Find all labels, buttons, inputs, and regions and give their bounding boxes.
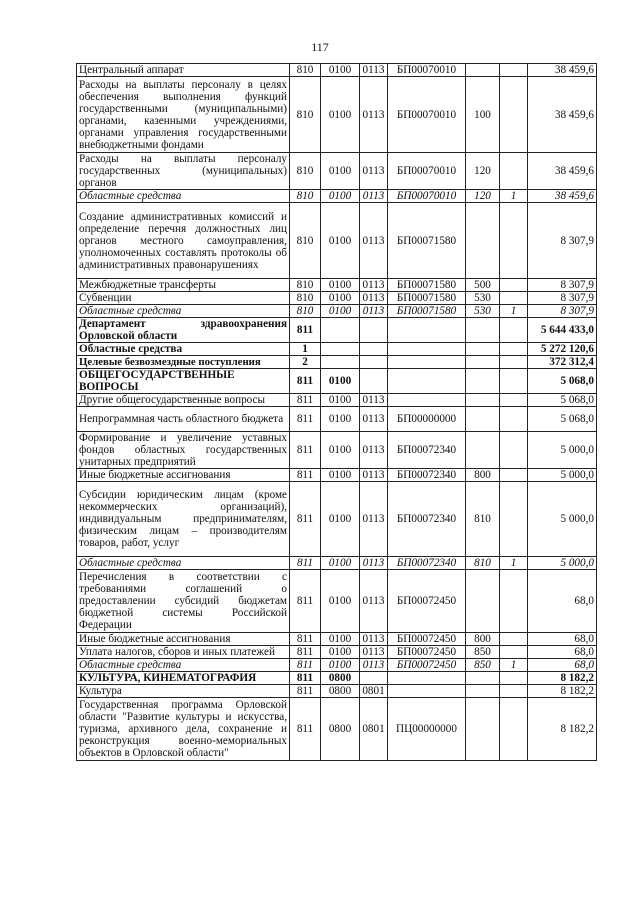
cell-name: Другие общегосударственные вопросы [77,394,290,407]
cell-grbs: 810 [290,279,321,292]
cell-grbs: 811 [290,469,321,482]
cell-funding-source: 1 [500,190,528,203]
cell-amount: 68,0 [528,570,597,633]
cell-section: 0100 [321,77,360,153]
cell-amount: 8 307,9 [528,305,597,318]
cell-amount: 5 272 120,6 [528,343,597,356]
cell-subsection: 0113 [360,203,388,279]
cell-expense-type: 850 [466,659,500,672]
cell-subsection: 0113 [360,190,388,203]
cell-section: 0100 [321,633,360,646]
cell-grbs: 811 [290,407,321,432]
cell-name: Центральный аппарат [77,64,290,77]
cell-target-article: БП00070010 [388,190,466,203]
cell-funding-source [500,469,528,482]
table-row [77,633,597,646]
cell-subsection [360,672,388,685]
cell-funding-source [500,77,528,153]
cell-section: 0100 [321,394,360,407]
table-row [77,672,597,685]
cell-expense-type [466,318,500,343]
cell-section: 0100 [321,64,360,77]
cell-subsection: 0113 [360,570,388,633]
cell-subsection: 0113 [360,64,388,77]
cell-subsection: 0113 [360,659,388,672]
cell-expense-type [466,356,500,369]
table-row [77,64,597,77]
cell-section: 0800 [321,685,360,698]
cell-funding-source [500,685,528,698]
cell-target-article [388,394,466,407]
cell-funding-source [500,343,528,356]
cell-expense-type: 850 [466,646,500,659]
cell-funding-source [500,633,528,646]
cell-grbs: 811 [290,570,321,633]
cell-target-article: БП00000000 [388,407,466,432]
cell-expense-type [466,394,500,407]
cell-grbs: 2 [290,356,321,369]
table-row [77,407,597,432]
cell-funding-source [500,672,528,685]
cell-expense-type: 500 [466,279,500,292]
cell-section: 0100 [321,557,360,570]
cell-name: Областные средства [77,305,290,318]
cell-amount: 8 307,9 [528,279,597,292]
cell-grbs: 811 [290,659,321,672]
cell-subsection: 0113 [360,279,388,292]
cell-name: Культура [77,685,290,698]
cell-grbs: 811 [290,672,321,685]
cell-target-article: БП00070010 [388,77,466,153]
cell-name: Уплата налогов, сборов и иных платежей [77,646,290,659]
cell-name: Областные средства [77,343,290,356]
cell-target-article [388,343,466,356]
cell-target-article: БП00072450 [388,659,466,672]
cell-expense-type [466,698,500,761]
cell-amount: 38 459,6 [528,190,597,203]
cell-amount: 5 068,0 [528,369,597,394]
cell-target-article: БП00072340 [388,482,466,557]
cell-grbs: 811 [290,685,321,698]
table-row [77,77,597,153]
cell-section: 0800 [321,698,360,761]
table-row [77,305,597,318]
cell-grbs: 810 [290,305,321,318]
table-row [77,356,597,369]
cell-section [321,318,360,343]
cell-target-article [388,369,466,394]
cell-expense-type: 800 [466,469,500,482]
cell-amount: 8 182,2 [528,672,597,685]
cell-funding-source [500,570,528,633]
cell-name: Целевые безвозмездные поступления [77,356,290,369]
cell-expense-type: 530 [466,305,500,318]
cell-expense-type [466,369,500,394]
cell-section: 0100 [321,469,360,482]
cell-grbs: 811 [290,557,321,570]
cell-funding-source [500,318,528,343]
table-row [77,659,597,672]
cell-subsection [360,369,388,394]
cell-expense-type [466,343,500,356]
table-row [77,190,597,203]
cell-funding-source [500,698,528,761]
cell-amount: 5 068,0 [528,394,597,407]
cell-expense-type: 100 [466,77,500,153]
cell-section: 0100 [321,292,360,305]
table-row [77,318,597,343]
cell-funding-source: 1 [500,305,528,318]
cell-grbs: 810 [290,77,321,153]
cell-expense-type [466,407,500,432]
cell-expense-type [466,64,500,77]
cell-amount: 5 000,0 [528,557,597,570]
table-row [77,469,597,482]
cell-funding-source: 1 [500,557,528,570]
cell-amount: 68,0 [528,646,597,659]
table-row [77,203,597,279]
cell-amount: 5 068,0 [528,407,597,432]
cell-grbs: 811 [290,646,321,659]
cell-name: Областные средства [77,659,290,672]
cell-amount: 38 459,6 [528,77,597,153]
table-row [77,432,597,469]
cell-name: ОБЩЕГОСУДАРСТВЕННЫЕ ВОПРОСЫ [77,369,290,394]
cell-subsection: 0801 [360,685,388,698]
cell-target-article: БП00072340 [388,557,466,570]
table-row [77,279,597,292]
cell-section: 0100 [321,305,360,318]
cell-funding-source [500,356,528,369]
cell-funding-source [500,407,528,432]
cell-subsection: 0113 [360,305,388,318]
cell-grbs: 810 [290,292,321,305]
cell-expense-type: 810 [466,482,500,557]
cell-grbs: 811 [290,482,321,557]
cell-target-article [388,672,466,685]
cell-expense-type: 120 [466,190,500,203]
cell-target-article: БП00072450 [388,570,466,633]
table-row [77,646,597,659]
cell-expense-type: 800 [466,633,500,646]
cell-subsection: 0113 [360,292,388,305]
cell-name: Перечисления в соответствии с требованиями соглашений о предоставлении субсидий бюджетам бюджетной системы Российской Федерации [77,570,290,633]
cell-subsection: 0113 [360,407,388,432]
cell-section: 0100 [321,407,360,432]
cell-section: 0100 [321,646,360,659]
cell-grbs: 811 [290,633,321,646]
cell-section: 0100 [321,279,360,292]
cell-section: 0100 [321,432,360,469]
cell-section: 0100 [321,190,360,203]
cell-expense-type: 530 [466,292,500,305]
cell-target-article [388,318,466,343]
cell-target-article: БП00071580 [388,292,466,305]
cell-section: 0100 [321,203,360,279]
cell-subsection: 0113 [360,557,388,570]
cell-section: 0800 [321,672,360,685]
cell-funding-source [500,292,528,305]
cell-grbs: 811 [290,432,321,469]
cell-grbs: 810 [290,190,321,203]
cell-section: 0100 [321,482,360,557]
cell-expense-type [466,432,500,469]
cell-amount: 38 459,6 [528,153,597,190]
cell-amount: 372 312,4 [528,356,597,369]
cell-name: Субсидии юридическим лицам (кроме некоммерческих организаций), индивидуальным предпринимателям, физическим лицам – производителям товаров, работ, услуг [77,482,290,557]
cell-target-article [388,356,466,369]
cell-name: Государственная программа Орловской области "Развитие культуры и искусства, туризма, архивного дела, сохранение и реконструкция военно-мемориальных объектов в Орловской области" [77,698,290,761]
cell-subsection: 0801 [360,698,388,761]
cell-name: Расходы на выплаты персоналу государственных (муниципальных) органов [77,153,290,190]
cell-funding-source [500,369,528,394]
table-row [77,698,597,761]
cell-target-article: ПЦ00000000 [388,698,466,761]
cell-amount: 8 307,9 [528,292,597,305]
cell-subsection: 0113 [360,432,388,469]
cell-grbs: 811 [290,394,321,407]
cell-expense-type [466,685,500,698]
cell-amount: 5 000,0 [528,469,597,482]
cell-grbs: 810 [290,64,321,77]
cell-name: Областные средства [77,190,290,203]
cell-funding-source: 1 [500,659,528,672]
cell-amount: 8 182,2 [528,685,597,698]
table-row [77,292,597,305]
cell-subsection [360,343,388,356]
cell-funding-source [500,64,528,77]
cell-amount: 8 182,2 [528,698,597,761]
cell-expense-type: 810 [466,557,500,570]
cell-funding-source [500,646,528,659]
cell-name: Иные бюджетные ассигнования [77,633,290,646]
cell-subsection: 0113 [360,394,388,407]
page-number: 117 [311,40,329,54]
cell-target-article: БП00070010 [388,64,466,77]
cell-name: Областные средства [77,557,290,570]
cell-subsection: 0113 [360,646,388,659]
table-row [77,343,597,356]
cell-target-article: БП00071580 [388,203,466,279]
cell-target-article [388,685,466,698]
cell-funding-source [500,203,528,279]
cell-section [321,343,360,356]
cell-amount: 5 000,0 [528,432,597,469]
cell-subsection [360,356,388,369]
cell-section: 0100 [321,369,360,394]
table-row [77,570,597,633]
cell-expense-type [466,672,500,685]
table-row [77,557,597,570]
cell-target-article: БП00072450 [388,646,466,659]
cell-amount: 5 644 433,0 [528,318,597,343]
cell-funding-source [500,279,528,292]
cell-amount: 68,0 [528,659,597,672]
cell-grbs: 811 [290,318,321,343]
table-row [77,482,597,557]
cell-subsection: 0113 [360,469,388,482]
cell-amount: 5 000,0 [528,482,597,557]
cell-amount: 8 307,9 [528,203,597,279]
cell-name: Непрограммная часть областного бюджета [77,407,290,432]
cell-grbs: 811 [290,698,321,761]
cell-target-article: БП00072340 [388,469,466,482]
table-row [77,685,597,698]
cell-name: Формирование и увеличение уставных фондов областных государственных унитарных предприятий [77,432,290,469]
cell-section: 0100 [321,153,360,190]
cell-grbs: 810 [290,153,321,190]
cell-funding-source [500,153,528,190]
cell-name: Иные бюджетные ассигнования [77,469,290,482]
cell-amount: 38 459,6 [528,64,597,77]
cell-subsection: 0113 [360,633,388,646]
cell-expense-type: 120 [466,153,500,190]
cell-section: 0100 [321,570,360,633]
cell-subsection: 0113 [360,482,388,557]
cell-amount: 68,0 [528,633,597,646]
table-row [77,369,597,394]
cell-target-article: БП00070010 [388,153,466,190]
cell-grbs: 1 [290,343,321,356]
cell-target-article: БП00071580 [388,305,466,318]
cell-funding-source [500,432,528,469]
cell-target-article: БП00072450 [388,633,466,646]
budget-table [76,63,597,761]
cell-funding-source [500,482,528,557]
cell-section: 0100 [321,659,360,672]
cell-name: КУЛЬТУРА, КИНЕМАТОГРАФИЯ [77,672,290,685]
cell-expense-type [466,203,500,279]
cell-name: Расходы на выплаты персоналу в целях обеспечения выполнения функций государственными (муниципальными) органами, казенными учреждениями, органами управления государственными внебюджетными фондами [77,77,290,153]
cell-subsection: 0113 [360,153,388,190]
cell-target-article: БП00072340 [388,432,466,469]
table-row [77,394,597,407]
cell-subsection: 0113 [360,77,388,153]
cell-expense-type [466,570,500,633]
cell-name: Создание административных комиссий и определение перечня должностных лиц органов местного самоуправления, уполномоченных составлять протоколы об административных правонарушениях [77,203,290,279]
cell-name: Субвенции [77,292,290,305]
cell-grbs: 810 [290,203,321,279]
cell-funding-source [500,394,528,407]
cell-name: Межбюджетные трансферты [77,279,290,292]
cell-grbs: 811 [290,369,321,394]
table-row [77,153,597,190]
cell-subsection [360,318,388,343]
cell-name: Департамент здравоохранения Орловской области [77,318,290,343]
cell-target-article: БП00071580 [388,279,466,292]
cell-section [321,356,360,369]
